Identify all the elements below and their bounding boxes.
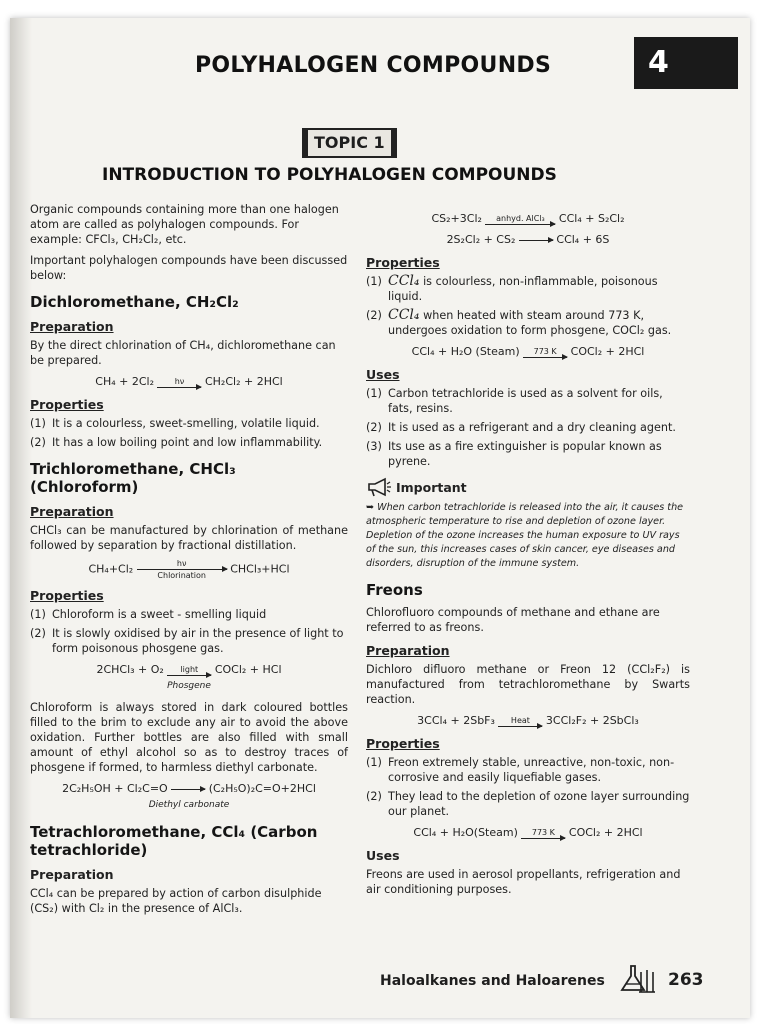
equation-reactants: CS₂+3Cl₂ <box>431 212 482 225</box>
intro-paragraph: Organic compounds containing more than one halogen atom are called as polyhalogen compounds. For example: CFCl₃, CH₂Cl₂, etc. <box>30 203 339 246</box>
page-fold-shadow <box>10 18 32 1018</box>
reaction-arrow <box>519 239 553 241</box>
equation-products: CCl₄ + S₂Cl₂ <box>558 212 625 225</box>
list-item: (2) CCl₄ when heated with steam around 773 K, undergoes oxidation to form phosgene, COCl₂ gas. <box>366 307 672 337</box>
chapter-number-badge: 4 <box>634 37 738 89</box>
arrow-condition: hν <box>174 376 185 386</box>
list-item: (1) CCl₄ is colourless, non-inflammable, poisonous liquid. <box>366 273 658 303</box>
dcm-equation <box>30 374 348 389</box>
arrow-condition: 773 K <box>531 827 555 837</box>
reaction-arrow <box>521 828 565 839</box>
footer-section-title: Haloalkanes and Haloarenes <box>380 973 605 989</box>
equation-products: CHCl₃+HCl <box>230 562 290 576</box>
equation-products: COCl₂ + 2HCl <box>568 826 643 839</box>
freons-properties-heading: Properties <box>366 736 440 751</box>
megaphone-icon <box>366 477 392 497</box>
left-column <box>30 202 348 922</box>
chcl3-properties-heading: Properties <box>30 588 104 603</box>
ccl4-uses-heading: Uses <box>366 367 400 382</box>
chloroform-storage-text: Chloroform is always stored in dark coloured bottles filled to the brim to exclude any air to avoid the above oxidation. Further bottles are also filled with small amount of ethyl alcohol so as to destroy traces of phosgene if formed, to harmless diethyl carbonate. <box>30 701 348 774</box>
reaction-arrow <box>523 347 567 358</box>
arrow-condition: 773 K <box>533 346 557 356</box>
equation-products: COCl₂ + 2HCl <box>570 345 645 358</box>
equation-reactants: 2C₂H₅OH + Cl₂C=O <box>62 782 168 795</box>
equation-products: (C₂H₅O)₂C=O+2HCl <box>208 782 316 795</box>
equation-products: CCl₄ + 6S <box>556 233 610 246</box>
phosgene-equation <box>30 662 348 677</box>
list-item: (1) It is a colourless, sweet-smelling, volatile liquid. <box>30 417 320 430</box>
ccl4-steam-equation <box>366 344 690 359</box>
intro-paragraph-2: Important polyhalogen compounds have been discussed below: <box>30 254 348 282</box>
freons-intro: Chlorofluoro compounds of methane and ethane are referred to as freons. <box>366 606 660 634</box>
arrow-condition: Heat <box>510 715 530 725</box>
equation-products: CH₂Cl₂ + 2HCl <box>204 375 283 388</box>
reaction-arrow <box>157 377 201 388</box>
list-item: (1) Carbon tetrachloride is used as a solvent for oils, fats, resins. <box>366 387 663 415</box>
dcm-properties-heading: Properties <box>30 397 104 412</box>
equation-note: Phosgene <box>167 681 211 691</box>
chloroform-heading: Trichloromethane, CHCl₃ (Chloroform) <box>30 460 236 496</box>
reaction-arrow <box>137 559 227 580</box>
handwritten-annotation: CCl₄ <box>388 273 420 289</box>
ccl4-prep-equation-2 <box>366 232 690 247</box>
equation-reactants: CCl₄ + H₂O (Steam) <box>411 345 520 358</box>
reaction-arrow <box>167 665 211 676</box>
topic-label: TOPIC 1 <box>302 128 397 158</box>
freons-uses-text: Freons are used in aerosol propellants, refrigeration and air conditioning purposes. <box>366 868 681 896</box>
list-item: (2) It is slowly oxidised by air in the presence of light to form poisonous phosgene gas. <box>30 627 344 655</box>
ccl4-heading: Tetrachloromethane, CCl₄ (Carbon tetrachloride) <box>30 823 318 859</box>
arrow-condition-below: Chlorination <box>157 571 206 580</box>
arrow-condition: anhyd. AlCl₃ <box>496 213 545 223</box>
dichloromethane-heading: Dichloromethane, CH₂Cl₂ <box>30 293 239 311</box>
swarts-equation <box>366 713 690 728</box>
chcl3-preparation-text: CHCl₃ can be manufactured by chlorination of methane followed by separation by fractional distillation. <box>30 524 348 552</box>
dcm-preparation-heading: Preparation <box>30 319 114 334</box>
arrow-condition: hν <box>176 559 187 568</box>
equation-reactants: 2S₂Cl₂ + CS₂ <box>446 233 516 246</box>
chapter-title: POLYHALOGEN COMPOUNDS <box>195 53 552 78</box>
chcl3-equation <box>30 559 348 580</box>
equation-products: COCl₂ + HCl <box>214 663 282 676</box>
list-item: (2) It is used as a refrigerant and a dry cleaning agent. <box>366 421 676 434</box>
reaction-arrow <box>171 788 205 790</box>
equation-reactants: CCl₄ + H₂O(Steam) <box>413 826 518 839</box>
handwritten-annotation: CCl₄ <box>388 307 420 323</box>
diethyl-carbonate-equation <box>30 781 348 796</box>
equation-reactants: CH₄+Cl₂ <box>88 562 134 576</box>
equation-products: 3CCl₂F₂ + 2SbCl₃ <box>545 714 639 727</box>
important-label: Important <box>396 479 467 495</box>
arrow-bullet-icon: ➥ <box>366 502 378 513</box>
page-number: 263 <box>668 970 704 990</box>
freons-heading: Freons <box>366 581 423 599</box>
ccl4-preparation-text: CCl₄ can be prepared by action of carbon disulphide (CS₂) with Cl₂ in the presence of AlCl₃. <box>30 887 322 915</box>
freons-preparation-text: Dichloro difluoro methane or Freon 12 (CCl₂F₂) is manufactured from tetrachloromethane by Swarts reaction. <box>366 663 690 706</box>
important-note <box>366 501 690 571</box>
equation-reactants: 3CCl₄ + 2SbF₃ <box>417 714 495 727</box>
freons-steam-equation <box>366 825 690 840</box>
lab-flask-icon <box>619 962 657 994</box>
ccl4-properties-heading: Properties <box>366 255 440 270</box>
section-title: INTRODUCTION TO POLYHALOGEN COMPOUNDS <box>102 165 557 185</box>
freons-uses-heading: Uses <box>366 848 400 863</box>
important-heading <box>366 477 690 497</box>
reaction-arrow <box>485 214 555 225</box>
list-item: (1) Freon extremely stable, unreactive, non-toxic, non-corrosive and easily liquefiable gases. <box>366 756 675 784</box>
equation-reactants: CH₄ + 2Cl₂ <box>95 375 154 388</box>
important-text: When carbon tetrachloride is released into the air, it causes the atmospheric temperature to rise and depletion of ozone layer. Depletion of the ozone increases the human exposure to UV rays of the sun, this increases cases of skin cancer, eye diseases and disorders, disruption of the immune system. <box>366 502 684 569</box>
arrow-condition: light <box>180 664 199 674</box>
list-item: (2) They lead to the depletion of ozone layer surrounding our planet. <box>366 790 690 818</box>
freons-preparation-heading: Preparation <box>366 643 450 658</box>
right-column <box>366 205 690 903</box>
equation-note: Diethyl carbonate <box>148 800 230 810</box>
ccl4-prep-equation <box>366 211 690 226</box>
reaction-arrow <box>498 716 542 727</box>
dcm-preparation-text: By the direct chlorination of CH₄, dichloromethane can be prepared. <box>30 339 336 367</box>
chcl3-preparation-heading: Preparation <box>30 504 114 519</box>
equation-reactants: 2CHCl₃ + O₂ <box>96 663 164 676</box>
ccl4-preparation-heading: Preparation <box>30 867 114 882</box>
list-item: (1) Chloroform is a sweet - smelling liquid <box>30 608 267 621</box>
list-item: (3) Its use as a fire extinguisher is popular known as pyrene. <box>366 440 662 468</box>
list-item: (2) It has a low boiling point and low inflammability. <box>30 436 323 449</box>
